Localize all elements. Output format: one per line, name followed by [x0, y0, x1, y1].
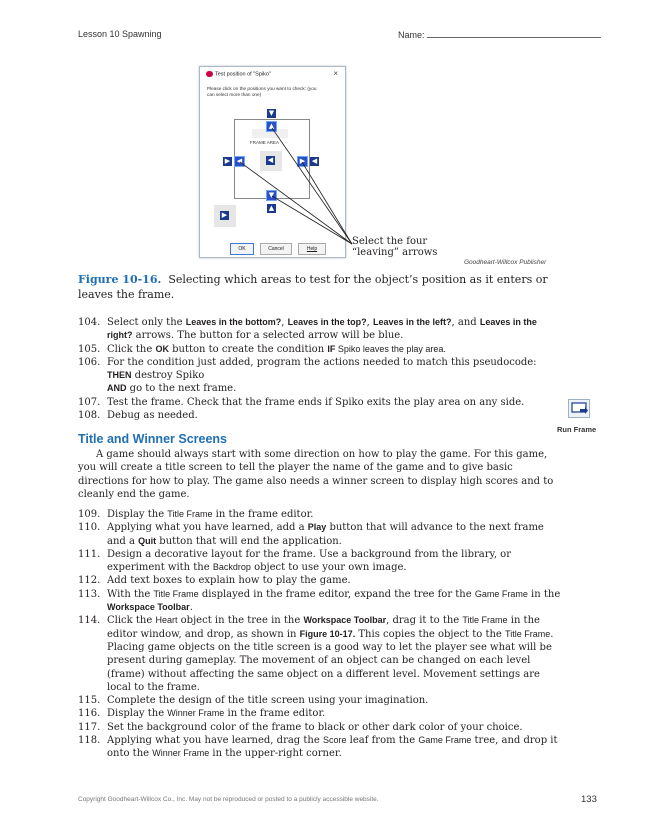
step-item — [78, 694, 564, 707]
step-text: , — [281, 317, 288, 328]
step-number: 109. — [78, 509, 101, 520]
arrow-right-icon[interactable]: ▶ — [224, 157, 231, 165]
intro-paragraph: A game should always start with some direction on how to play the game. For this game, you will create a title screen to tell the player the name of the game and to give basic directions for how to play. The game also needs a winner screen to display high scores and to cleanly end the game. — [78, 449, 554, 500]
step-text: in the upper-right corner. — [209, 748, 342, 760]
step-item — [78, 396, 564, 409]
step-text: in the frame editor. — [212, 509, 314, 520]
lesson-header: Lesson 10 Spawning — [78, 29, 162, 39]
step-number: 105. — [78, 343, 101, 355]
step-item — [78, 574, 564, 587]
step-text: Applying what you have learned, drag the — [107, 735, 323, 747]
step-number: 111. — [78, 548, 101, 560]
step-text: , and — [451, 317, 480, 328]
step-number: 113. — [78, 588, 101, 600]
arrow-left-icon[interactable]: ◀ — [311, 157, 318, 165]
figure-label: Figure 10-16. — [78, 273, 162, 286]
step-text: Game Frame — [474, 588, 528, 599]
step-text: Title Frame — [153, 588, 199, 599]
step-text: Winner Frame — [152, 748, 210, 759]
step-item — [78, 369, 564, 382]
step-text: tree, and drop it onto the — [107, 735, 558, 760]
step-text: object in the tree in the — [177, 615, 304, 627]
step-text: Winner Frame — [167, 708, 225, 719]
step-text: Leaves in the bottom? — [185, 317, 282, 327]
arrow-up-icon[interactable]: ▲ — [268, 122, 275, 130]
name-line — [427, 29, 601, 38]
step-text: Click the — [107, 343, 156, 355]
step-text: destroy Spiko — [131, 370, 205, 382]
name-field — [398, 29, 601, 40]
step-text: button that will advance to the next frame and a — [107, 522, 544, 547]
step-text: leaf from the — [346, 735, 419, 747]
arrow-down-icon[interactable]: ▼ — [268, 109, 275, 117]
step-text: Quit — [138, 535, 157, 546]
step-number: 118. — [78, 735, 101, 747]
step-number: 108. — [78, 410, 101, 422]
publisher-credit: Goodheart-Willcox Publisher — [464, 259, 547, 266]
step-text: Backdrop — [212, 562, 251, 573]
step-text: For the condition just added, program the actions needed to match this pseudocode: — [107, 356, 537, 368]
step-item — [78, 382, 564, 395]
steps-list-b — [78, 508, 564, 761]
frame-area-label: FRAME AREA — [250, 140, 280, 145]
step-text: Design a decorative layout for the frame. Use a background from the library, or experiment with the — [107, 548, 511, 574]
step-number: 106. — [78, 356, 101, 368]
step-number: 114. — [78, 615, 101, 627]
copyright-footer: Copyright Goodheart-Willcox Co., Inc. May not be reproduced or posted to a publicly accessible website. — [78, 796, 379, 803]
step-text: Test the frame. Check that the frame ends if Spiko exits the play area on any side. — [107, 396, 525, 408]
step-number: 116. — [78, 708, 101, 720]
step-text: in the editor window, and drop, as shown in — [107, 615, 540, 640]
step-text: Heart — [155, 615, 178, 626]
step-text: Debug as needed. — [107, 410, 198, 422]
step-text: . — [189, 602, 193, 614]
callout-line-2: “leaving” arrows — [352, 247, 438, 258]
help-button[interactable]: Help — [298, 243, 326, 255]
step-text: Workspace Toolbar — [107, 602, 190, 613]
dialog-title-bar — [206, 71, 271, 77]
step-text: Click the — [107, 615, 156, 627]
step-item — [78, 734, 564, 761]
cancel-button[interactable]: Cancel — [260, 243, 292, 255]
step-item — [78, 548, 564, 575]
step-number: 112. — [78, 575, 101, 587]
dialog-title: Test position of "Spiko" — [215, 71, 271, 78]
arrow-right-icon[interactable]: ▶ — [299, 157, 306, 165]
arrow-up-icon[interactable]: ▲ — [268, 204, 275, 212]
figure-caption — [78, 272, 548, 302]
step-text: Figure 10-17. — [299, 628, 356, 639]
app-icon — [206, 71, 213, 77]
step-text: . Placing game objects on the title screen is a good way to let the player see what will be present during gameplay. The movement of an object can be changed on each level (frame) without affecting the same object on a different level. Movement settings are local to the frame. — [107, 628, 554, 693]
step-text: , drag it to the — [386, 615, 463, 627]
step-text: arrows. The button for a selected arrow will be blue. — [132, 330, 404, 342]
step-text: With the — [107, 588, 154, 600]
ok-button[interactable]: OK — [230, 243, 254, 255]
step-text: button to create the condition — [168, 343, 328, 355]
step-text: Complete the design of the title screen using your imagination. — [107, 695, 429, 707]
step-text: , — [366, 317, 373, 328]
step-text: Play — [307, 522, 327, 533]
step-text: Title Frame — [505, 628, 551, 639]
step-text: Add text boxes to explain how to play the game. — [107, 575, 351, 587]
step-text: Display the — [107, 509, 168, 520]
step-item — [78, 588, 564, 615]
step-text: Title Frame — [167, 509, 213, 519]
dialog-instructions: Please click on the positions you want to check: (you can select more than one) — [207, 86, 317, 97]
arrow-down-icon[interactable]: ▼ — [268, 191, 275, 199]
step-text: button that will end the application. — [156, 535, 342, 547]
step-text: displayed in the frame editor, expand the tree for the — [198, 588, 475, 600]
step-text: Score — [322, 735, 347, 746]
step-item — [78, 521, 564, 548]
step-text: Select only the — [107, 317, 186, 328]
step-item — [78, 721, 564, 734]
step-number: 104. — [78, 317, 101, 328]
step-item — [78, 508, 564, 521]
step-text: in the — [527, 588, 561, 600]
steps-list-a — [78, 316, 564, 422]
step-text: Display the — [107, 708, 168, 720]
step-text: Spiko leaves the play area. — [335, 343, 446, 354]
step-number: 117. — [78, 721, 101, 733]
step-text: THEN — [107, 370, 132, 381]
step-text: This copies the object to the — [355, 628, 506, 640]
arrow-left-icon[interactable]: ◀ — [267, 156, 274, 164]
figure-callout — [352, 236, 437, 258]
arrow-left-icon[interactable]: ◀ — [236, 157, 243, 165]
step-text: Game Frame — [418, 735, 472, 746]
step-item — [78, 614, 564, 694]
step-text: Leaves in the left? — [372, 317, 452, 327]
step-item — [78, 409, 564, 422]
close-icon[interactable]: × — [333, 69, 338, 78]
run-frame-label: Run Frame — [557, 425, 597, 434]
step-text: Title Frame — [462, 615, 508, 626]
step-text: Leaves in the top? — [287, 317, 367, 327]
step-item — [78, 356, 564, 369]
run-frame-icon — [568, 399, 590, 418]
section-heading: Title and Winner Screens — [78, 432, 228, 446]
step-text: Set the background color of the frame to black or other dark color of your choice. — [107, 721, 523, 733]
step-text: in the frame editor. — [224, 708, 326, 720]
test-position-dialog — [199, 66, 346, 258]
name-label: Name: — [398, 30, 425, 40]
step-number: 115. — [78, 695, 101, 707]
caption-text: Selecting which areas to test for the object’s position as it enters or leaves the frame. — [78, 273, 548, 301]
step-number: 110. — [78, 522, 101, 534]
step-text: Leaves in the right? — [107, 317, 537, 341]
arrow-right-icon[interactable]: ▶ — [221, 211, 228, 219]
step-text: Workspace Toolbar — [303, 615, 387, 626]
page-number: 133 — [581, 794, 597, 805]
step-text: object to use your own image. — [250, 562, 407, 574]
step-text: OK — [155, 343, 169, 354]
step-text: go to the next frame. — [126, 383, 237, 395]
step-item — [78, 343, 564, 356]
step-number: 107. — [78, 396, 101, 408]
callout-line-1: Select the four — [352, 236, 428, 247]
step-text: IF — [327, 343, 336, 354]
step-item — [78, 707, 564, 720]
step-text: Applying what you have learned, add a — [107, 522, 308, 534]
step-text: AND — [107, 383, 127, 394]
step-item — [78, 316, 564, 343]
